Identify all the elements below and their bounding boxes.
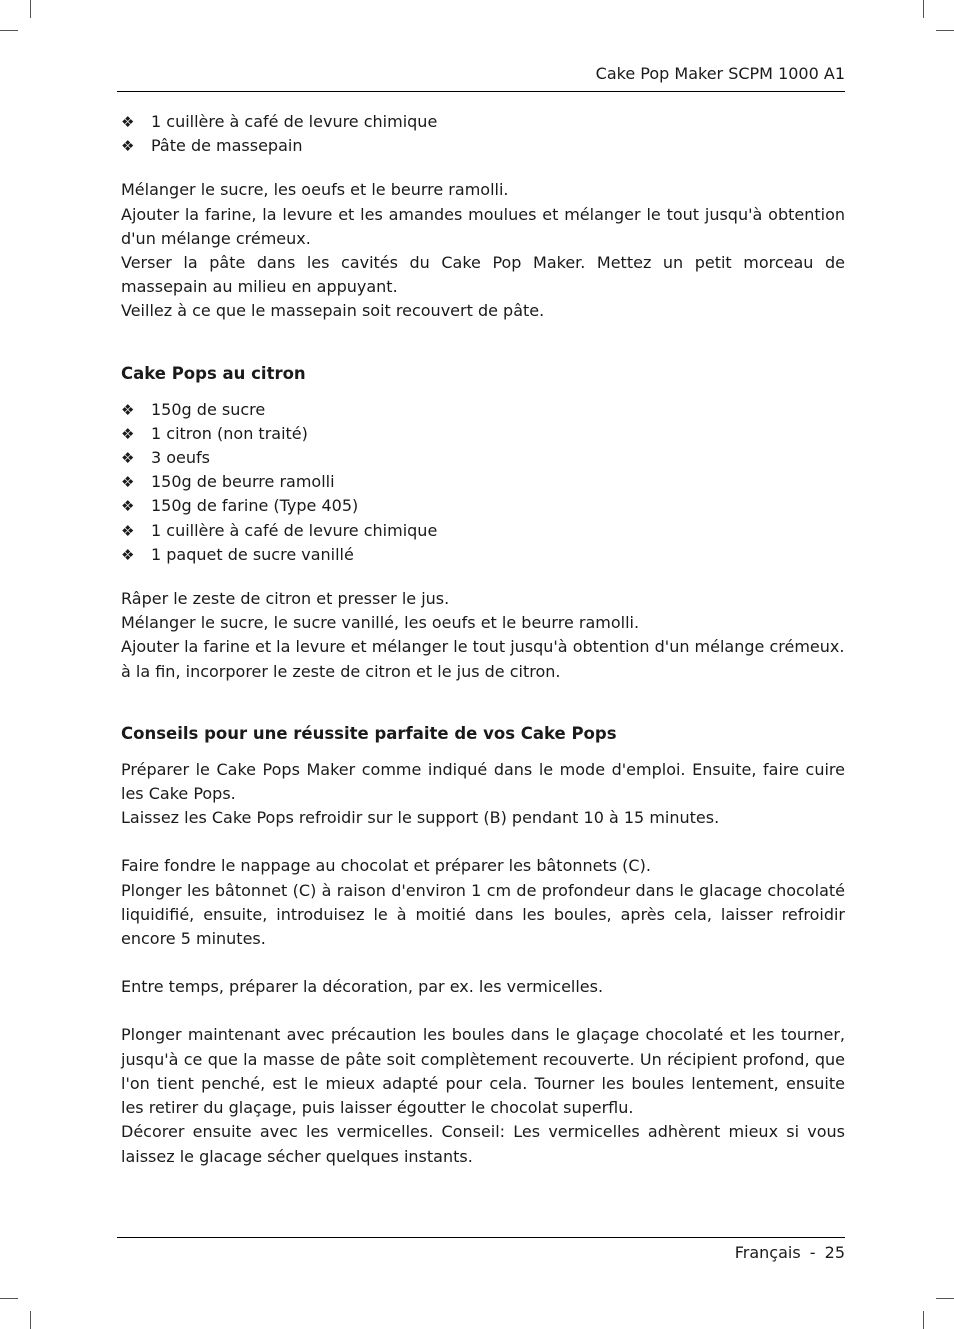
footer-language: Français	[734, 1243, 801, 1262]
crop-mark	[30, 0, 31, 18]
diamond-bullet-icon: ❖	[121, 521, 135, 540]
section-heading: Cake Pops au citron	[121, 363, 306, 383]
header-rule	[117, 91, 845, 92]
list-item: ❖ 150g de farine (Type 405)	[121, 494, 845, 518]
list-item: ❖ 1 paquet de sucre vanillé	[121, 543, 845, 567]
list-item: ❖ 150g de sucre	[121, 398, 845, 422]
paragraph: Laissez les Cake Pops refroidir sur le support (B) pendant 10 à 15 minutes.	[121, 808, 720, 828]
footer-separator: -	[809, 1243, 816, 1262]
diamond-bullet-icon: ❖	[121, 113, 135, 131]
paragraph: Mélanger le sucre, le sucre vanillé, les oeufs et le beurre ramolli.	[121, 613, 640, 633]
paragraph: Préparer le Cake Pops Maker comme indiqué dans le mode d'emploi. Ensuite, faire cuire les Cake Pops.	[121, 759, 845, 804]
list-item: ❖ Pâte de massepain	[121, 134, 845, 158]
crop-mark	[30, 1311, 31, 1329]
section-heading: Conseils pour une réussite parfaite de vos Cake Pops	[121, 723, 617, 743]
paragraph: Ajouter la farine, la levure et les amandes moulues et mélanger le tout jusqu'à obtention d'un mélange crémeux.	[121, 204, 845, 248]
diamond-bullet-icon: ❖	[121, 400, 135, 419]
page-header-title: Cake Pop Maker SCPM 1000 A1	[595, 64, 845, 83]
list-item: ❖ 150g de beurre ramolli	[121, 470, 845, 494]
paragraph: Faire fondre le nappage au chocolat et préparer les bâtonnets (C).	[121, 856, 651, 876]
page-number: 25	[824, 1243, 845, 1262]
diamond-bullet-icon: ❖	[121, 497, 135, 516]
list-item: ❖ 1 citron (non traité)	[121, 422, 845, 446]
ingredient-list	[121, 110, 845, 158]
paragraph: Entre temps, préparer la décoration, par ex. les vermicelles.	[121, 977, 604, 997]
diamond-bullet-icon: ❖	[121, 449, 135, 468]
list-item: ❖ 1 cuillère à café de levure chimique	[121, 110, 845, 134]
paragraph: Verser la pâte dans les cavités du Cake Pop Maker. Mettez un petit morceau de massepain au milieu en appuyant.	[121, 253, 845, 297]
paragraph: à la fin, incorporer le zeste de citron et le jus de citron.	[121, 661, 561, 681]
ingredient-list	[121, 398, 845, 567]
crop-mark	[0, 30, 18, 31]
page-content	[121, 110, 845, 1169]
paragraph: Râper le zeste de citron et presser le jus.	[121, 589, 450, 609]
crop-mark	[936, 1298, 954, 1299]
paragraph: Ajouter la farine et la levure et mélanger le tout jusqu'à obtention d'un mélange crémeux.	[121, 637, 845, 657]
paragraph: Plonger les bâtonnet (C) à raison d'environ 1 cm de profondeur dans le glacage chocolaté liquidifié, ensuite, introduisez le à moitié dans les boules, après cela, laisser refroidir encore 5 minutes.	[121, 880, 845, 949]
paragraph: Décorer ensuite avec les vermicelles. Conseil: Les vermicelles adhèrent mieux si vous laissez le glacage sécher quelques instants.	[121, 1122, 845, 1166]
list-item: ❖ 3 oeufs	[121, 446, 845, 470]
diamond-bullet-icon: ❖	[121, 137, 135, 156]
diamond-bullet-icon: ❖	[121, 473, 135, 492]
diamond-bullet-icon: ❖	[121, 424, 135, 443]
paragraph: Plonger maintenant avec précaution les boules dans le glaçage chocolaté et les tourner, jusqu'à ce que la masse de pâte soit complètement recouverte. Un récipient profond, que l'on tient penché, est le mieux adapté pour cela. Tourner les boules lentement, ensuite les retirer du glaçage, puis laisser égoutter le chocolat superflu.	[121, 1025, 845, 1118]
crop-mark	[936, 30, 954, 31]
paragraph: Mélanger le sucre, les oeufs et le beurre ramolli.	[121, 180, 509, 200]
footer-rule	[117, 1237, 845, 1238]
diamond-bullet-icon: ❖	[121, 545, 135, 564]
crop-mark	[0, 1298, 18, 1299]
crop-mark	[923, 0, 924, 18]
page-footer	[117, 1242, 845, 1264]
crop-mark	[923, 1311, 924, 1329]
paragraph: Veillez à ce que le massepain soit recouvert de pâte.	[121, 301, 545, 321]
list-item: ❖ 1 cuillère à café de levure chimique	[121, 519, 845, 543]
